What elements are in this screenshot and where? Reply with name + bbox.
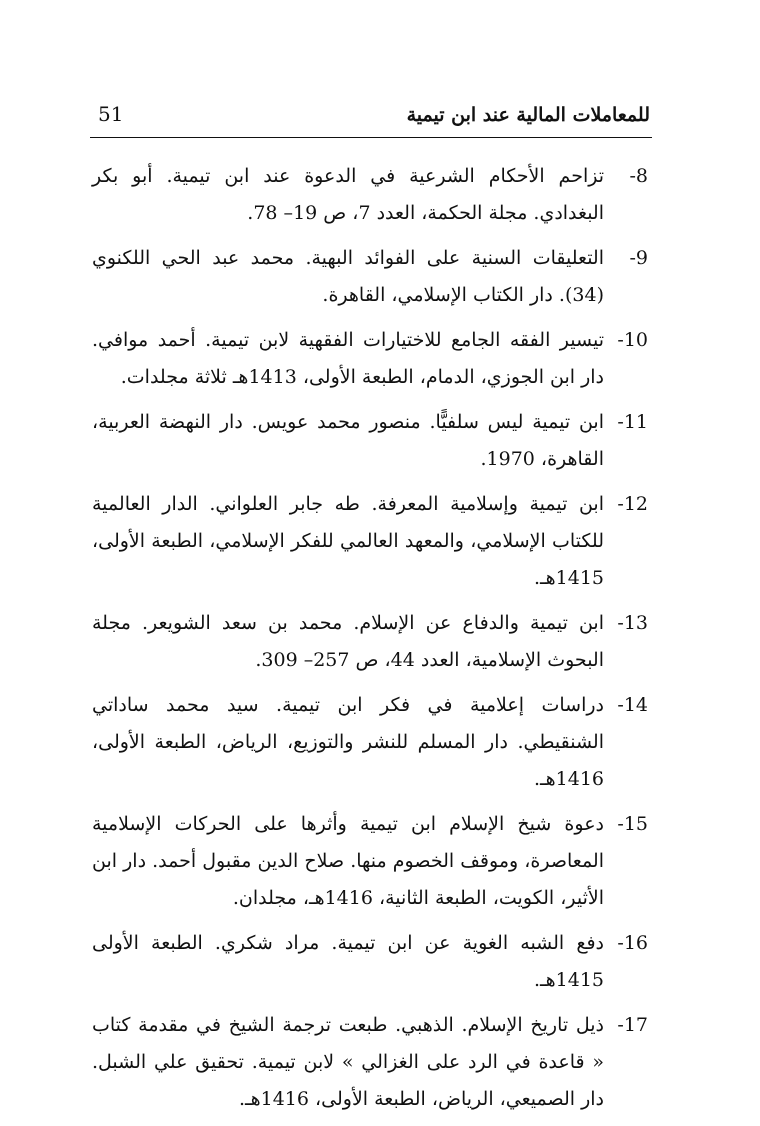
- entry-text: ابن تيمية والدفاع عن الإسلام. محمد بن سعد الشويعر. مجلة البحوث الإسلامية، العدد 44، ص 257– 309.: [92, 612, 604, 671]
- entry-number: 16-: [617, 932, 648, 954]
- header-divider: [90, 137, 652, 138]
- entry-number: 17-: [617, 1014, 648, 1036]
- bibliography-entry-9: [92, 240, 648, 314]
- entry-text: ابن تيمية وإسلامية المعرفة. طه جابر العلواني. الدار العالمية للكتاب الإسلامي، والمعهد العالمي للفكر الإسلامي، الطبعة الأولى، 1415هـ.: [92, 493, 604, 589]
- entry-text: تزاحم الأحكام الشرعية في الدعوة عند ابن تيمية. أبو بكر البغدادي. مجلة الحكمة، العدد 7، ص 19– 78.: [92, 165, 604, 224]
- entry-text: ابن تيمية ليس سلفيًّا. منصور محمد عويس. دار النهضة العربية، القاهرة، 1970.: [92, 411, 604, 470]
- page-number: 51: [98, 102, 124, 126]
- page-header: [90, 102, 650, 134]
- bibliography-entry-16: [92, 925, 648, 999]
- entry-text: دعوة شيخ الإسلام ابن تيمية وأثرها على الحركات الإسلامية المعاصرة، وموقف الخصوم منها. صلاح الدين مقبول أحمد. دار ابن الأثير، الكويت، الطبعة الثانية، 1416هـ، مجلدان.: [92, 813, 604, 909]
- entry-text: دراسات إعلامية في فكر ابن تيمية. سيد محمد ساداتي الشنقيطي. دار المسلم للنشر والتوزيع، الرياض، الطبعة الأولى، 1416هـ.: [92, 694, 604, 790]
- running-title: للمعاملات المالية عند ابن تيمية: [406, 104, 650, 126]
- bibliography-entry-13: [92, 605, 648, 679]
- entry-number: 15-: [617, 813, 648, 835]
- entry-text: دفع الشبه الغوية عن ابن تيمية. مراد شكري. الطبعة الأولى 1415هـ.: [92, 932, 604, 991]
- entry-text: تيسير الفقه الجامع للاختيارات الفقهية لابن تيمية. أحمد موافي. دار ابن الجوزي، الدمام، الطبعة الأولى، 1413هـ ثلاثة مجلدات.: [92, 329, 604, 388]
- bibliography-entry-15: [92, 806, 648, 917]
- entry-text: التعليقات السنية على الفوائد البهية. محمد عبد الحي اللكنوي (34). دار الكتاب الإسلامي، القاهرة.: [92, 247, 604, 306]
- bibliography-entry-10: [92, 322, 648, 396]
- entry-number: 8-: [629, 165, 648, 187]
- entry-number: 14-: [617, 694, 648, 716]
- bibliography-entry-11: [92, 404, 648, 478]
- bibliography-entry-14: [92, 687, 648, 798]
- entry-number: 13-: [617, 612, 648, 634]
- entry-number: 12-: [617, 493, 648, 515]
- bibliography-list: [92, 158, 648, 1126]
- entry-number: 11-: [617, 411, 648, 433]
- bibliography-entry-12: [92, 486, 648, 597]
- entry-text: ذيل تاريخ الإسلام. الذهبي. طبعت ترجمة الشيخ في مقدمة كتاب « قاعدة في الرد على الغزالي » لابن تيمية. تحقيق علي الشبل. دار الصميعي، الرياض، الطبعة الأولى، 1416هـ.: [92, 1014, 604, 1110]
- entry-number: 10-: [617, 329, 648, 351]
- entry-number: 9-: [629, 247, 648, 269]
- bibliography-entry-8: [92, 158, 648, 232]
- bibliography-entry-17: [92, 1007, 648, 1118]
